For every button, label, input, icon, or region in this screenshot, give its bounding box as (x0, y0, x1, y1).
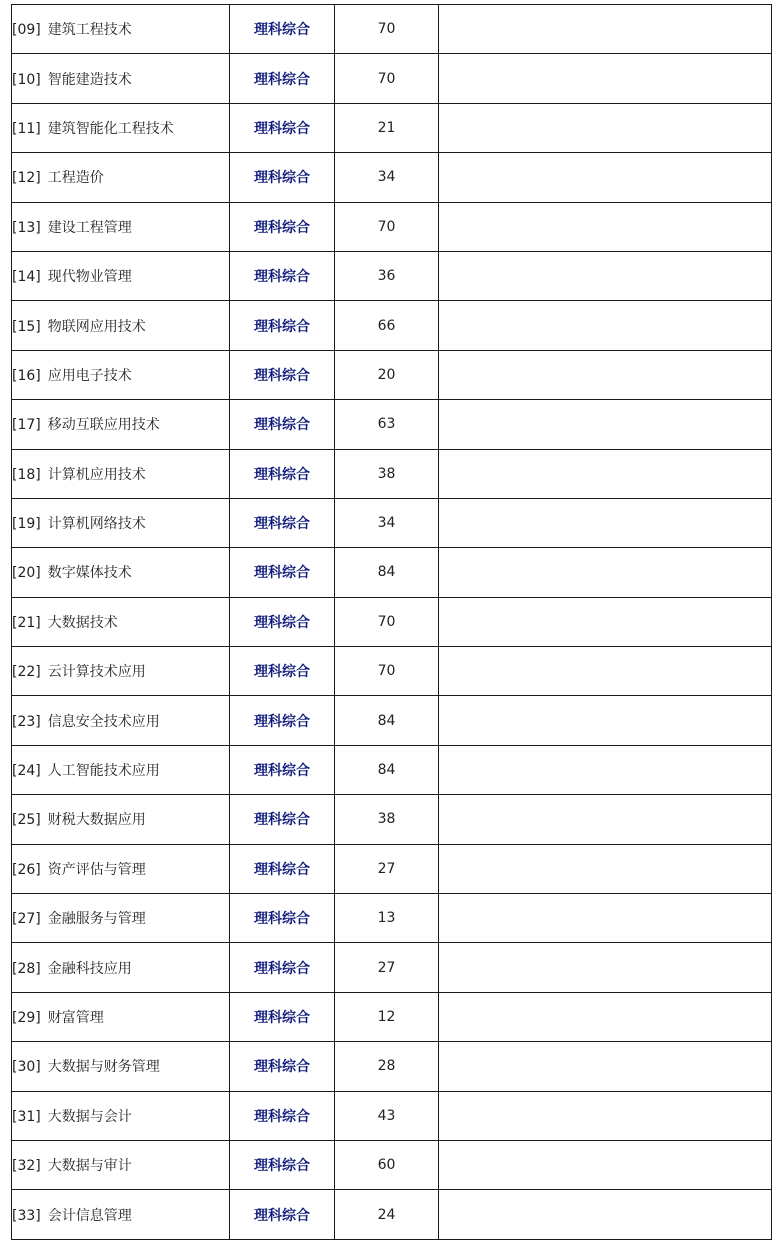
plan-count-cell: 36 (335, 251, 439, 300)
table-row (12, 548, 772, 597)
note-cell (439, 103, 772, 152)
subject-cell (230, 449, 335, 498)
major-code: [30] (12, 1059, 41, 1076)
note-cell (439, 54, 772, 103)
plan-count-cell: 27 (335, 844, 439, 893)
note-cell (439, 1190, 772, 1239)
table-row (12, 301, 772, 350)
note-cell (439, 301, 772, 350)
major-cell (12, 943, 230, 992)
major-code: [18] (12, 466, 41, 483)
note-cell (439, 1091, 772, 1140)
note-cell (439, 449, 772, 498)
note-cell (439, 597, 772, 646)
plan-count-cell: 84 (335, 548, 439, 597)
table-row (12, 696, 772, 745)
plan-count-cell: 12 (335, 992, 439, 1041)
major-name: 资产评估与管理 (47, 861, 146, 878)
table-row (12, 1091, 772, 1140)
subject-cell (230, 202, 335, 251)
subject-cell (230, 5, 335, 54)
note-cell (439, 498, 772, 547)
subject-label: 理科综合 (254, 367, 310, 384)
plan-count-cell: 70 (335, 5, 439, 54)
major-name: 大数据与会计 (47, 1108, 132, 1125)
plan-count-cell: 21 (335, 103, 439, 152)
plan-count-cell: 28 (335, 1042, 439, 1091)
subject-label: 理科综合 (254, 1207, 310, 1224)
major-cell (12, 498, 230, 547)
major-code: [26] (12, 861, 41, 878)
plan-count-cell: 13 (335, 894, 439, 943)
table-row (12, 844, 772, 893)
subject-cell (230, 597, 335, 646)
major-code: [15] (12, 318, 41, 335)
major-name: 大数据与财务管理 (47, 1059, 160, 1076)
subject-label: 理科综合 (254, 516, 310, 533)
subject-cell (230, 943, 335, 992)
plan-count-cell: 43 (335, 1091, 439, 1140)
major-name: 现代物业管理 (47, 269, 132, 286)
subject-cell (230, 548, 335, 597)
subject-cell (230, 1042, 335, 1091)
major-name: 工程造价 (47, 170, 104, 187)
table-row (12, 597, 772, 646)
note-cell (439, 894, 772, 943)
plan-count-cell: 20 (335, 350, 439, 399)
subject-label: 理科综合 (254, 565, 310, 582)
table-row (12, 103, 772, 152)
major-code: [31] (12, 1108, 41, 1125)
table-row (12, 647, 772, 696)
major-code: [20] (12, 565, 41, 582)
subject-label: 理科综合 (254, 713, 310, 730)
note-cell (439, 745, 772, 794)
table-row (12, 449, 772, 498)
note-cell (439, 1140, 772, 1189)
note-cell (439, 844, 772, 893)
major-name: 应用电子技术 (47, 367, 132, 384)
plan-count-cell: 38 (335, 449, 439, 498)
major-code: [14] (12, 269, 41, 286)
table-row (12, 745, 772, 794)
major-code: [13] (12, 219, 41, 236)
major-code: [12] (12, 170, 41, 187)
subject-label: 理科综合 (254, 219, 310, 236)
major-code: [27] (12, 911, 41, 928)
subject-cell (230, 1140, 335, 1189)
note-cell (439, 795, 772, 844)
major-name: 建筑智能化工程技术 (47, 120, 174, 137)
major-code: [21] (12, 614, 41, 631)
table-row (12, 1190, 772, 1239)
table-row (12, 54, 772, 103)
note-cell (439, 647, 772, 696)
major-cell (12, 745, 230, 794)
note-cell (439, 153, 772, 202)
table-row (12, 153, 772, 202)
major-code: [33] (12, 1207, 41, 1224)
subject-label: 理科综合 (254, 170, 310, 187)
major-cell (12, 5, 230, 54)
major-cell (12, 647, 230, 696)
major-name: 信息安全技术应用 (47, 713, 160, 730)
major-name: 计算机应用技术 (47, 466, 146, 483)
plan-count-cell: 34 (335, 498, 439, 547)
subject-cell (230, 301, 335, 350)
subject-cell (230, 103, 335, 152)
table-body (12, 5, 772, 1240)
major-cell (12, 251, 230, 300)
table-row (12, 795, 772, 844)
major-cell (12, 449, 230, 498)
major-code: [23] (12, 713, 41, 730)
subject-label: 理科综合 (254, 417, 310, 434)
major-code: [22] (12, 664, 41, 681)
plan-count-cell: 70 (335, 597, 439, 646)
major-code: [25] (12, 812, 41, 829)
subject-label: 理科综合 (254, 911, 310, 928)
note-cell (439, 202, 772, 251)
major-name: 智能建造技术 (47, 71, 132, 88)
note-cell (439, 350, 772, 399)
major-name: 大数据与审计 (47, 1158, 132, 1175)
plan-count-cell: 60 (335, 1140, 439, 1189)
major-name: 财税大数据应用 (47, 812, 146, 829)
major-code: [28] (12, 960, 41, 977)
note-cell (439, 992, 772, 1041)
major-cell (12, 153, 230, 202)
subject-label: 理科综合 (254, 120, 310, 137)
enrollment-plan-table (11, 4, 772, 1240)
table-row (12, 894, 772, 943)
subject-label: 理科综合 (254, 71, 310, 88)
major-cell (12, 301, 230, 350)
major-code: [17] (12, 417, 41, 434)
major-name: 移动互联应用技术 (47, 417, 160, 434)
major-cell (12, 548, 230, 597)
table-row (12, 992, 772, 1041)
plan-count-cell: 84 (335, 745, 439, 794)
plan-count-cell: 63 (335, 400, 439, 449)
major-cell (12, 103, 230, 152)
table-row (12, 1140, 772, 1189)
subject-cell (230, 795, 335, 844)
major-cell (12, 992, 230, 1041)
subject-cell (230, 894, 335, 943)
subject-cell (230, 844, 335, 893)
major-name: 计算机网络技术 (47, 516, 146, 533)
plan-count-cell: 70 (335, 54, 439, 103)
major-cell (12, 894, 230, 943)
major-name: 建设工程管理 (47, 219, 132, 236)
major-name: 会计信息管理 (47, 1207, 132, 1224)
major-cell (12, 795, 230, 844)
major-name: 大数据技术 (47, 614, 118, 631)
note-cell (439, 943, 772, 992)
subject-cell (230, 1091, 335, 1140)
major-cell (12, 844, 230, 893)
major-name: 数字媒体技术 (47, 565, 132, 582)
major-code: [29] (12, 1010, 41, 1026)
major-cell (12, 1140, 230, 1189)
major-code: [10] (12, 71, 41, 88)
note-cell (439, 548, 772, 597)
subject-label: 理科综合 (254, 318, 310, 335)
subject-cell (230, 498, 335, 547)
subject-label: 理科综合 (254, 664, 310, 681)
major-cell (12, 350, 230, 399)
note-cell (439, 400, 772, 449)
subject-cell (230, 992, 335, 1041)
major-name: 人工智能技术应用 (47, 763, 160, 780)
major-cell (12, 202, 230, 251)
plan-count-cell: 34 (335, 153, 439, 202)
major-name: 金融科技应用 (47, 960, 132, 977)
major-name: 财富管理 (47, 1010, 104, 1026)
subject-cell (230, 400, 335, 449)
table-row (12, 5, 772, 54)
major-name: 物联网应用技术 (47, 318, 146, 335)
major-code: [19] (12, 516, 41, 533)
subject-label: 理科综合 (254, 1010, 310, 1026)
note-cell (439, 696, 772, 745)
subject-cell (230, 745, 335, 794)
subject-label: 理科综合 (254, 1158, 310, 1175)
table-row (12, 943, 772, 992)
subject-cell (230, 350, 335, 399)
major-cell (12, 1042, 230, 1091)
table-row (12, 350, 772, 399)
subject-cell (230, 153, 335, 202)
major-code: [09] (12, 22, 41, 39)
major-code: [32] (12, 1158, 41, 1175)
major-cell (12, 54, 230, 103)
plan-count-cell: 27 (335, 943, 439, 992)
subject-label: 理科综合 (254, 812, 310, 829)
subject-label: 理科综合 (254, 22, 310, 39)
major-name: 金融服务与管理 (47, 911, 146, 928)
note-cell (439, 5, 772, 54)
major-code: [24] (12, 763, 41, 780)
note-cell (439, 1042, 772, 1091)
plan-count-cell: 84 (335, 696, 439, 745)
subject-label: 理科综合 (254, 466, 310, 483)
subject-label: 理科综合 (254, 861, 310, 878)
subject-cell (230, 54, 335, 103)
plan-count-cell: 38 (335, 795, 439, 844)
table-row (12, 498, 772, 547)
major-cell (12, 1190, 230, 1239)
subject-cell (230, 1190, 335, 1239)
major-cell (12, 696, 230, 745)
table-row (12, 251, 772, 300)
subject-cell (230, 251, 335, 300)
table-row (12, 400, 772, 449)
major-name: 建筑工程技术 (47, 22, 132, 39)
note-cell (439, 251, 772, 300)
subject-label: 理科综合 (254, 269, 310, 286)
subject-label: 理科综合 (254, 614, 310, 631)
plan-count-cell: 24 (335, 1190, 439, 1239)
plan-count-cell: 66 (335, 301, 439, 350)
major-code: [11] (12, 120, 41, 137)
table-row (12, 202, 772, 251)
subject-label: 理科综合 (254, 1059, 310, 1076)
subject-cell (230, 647, 335, 696)
major-cell (12, 1091, 230, 1140)
subject-cell (230, 696, 335, 745)
major-cell (12, 597, 230, 646)
table-row (12, 1042, 772, 1091)
plan-count-cell: 70 (335, 647, 439, 696)
subject-label: 理科综合 (254, 960, 310, 977)
major-name: 云计算技术应用 (47, 664, 146, 681)
plan-count-cell: 70 (335, 202, 439, 251)
subject-label: 理科综合 (254, 763, 310, 780)
major-cell (12, 400, 230, 449)
major-code: [16] (12, 367, 41, 384)
subject-label: 理科综合 (254, 1108, 310, 1125)
